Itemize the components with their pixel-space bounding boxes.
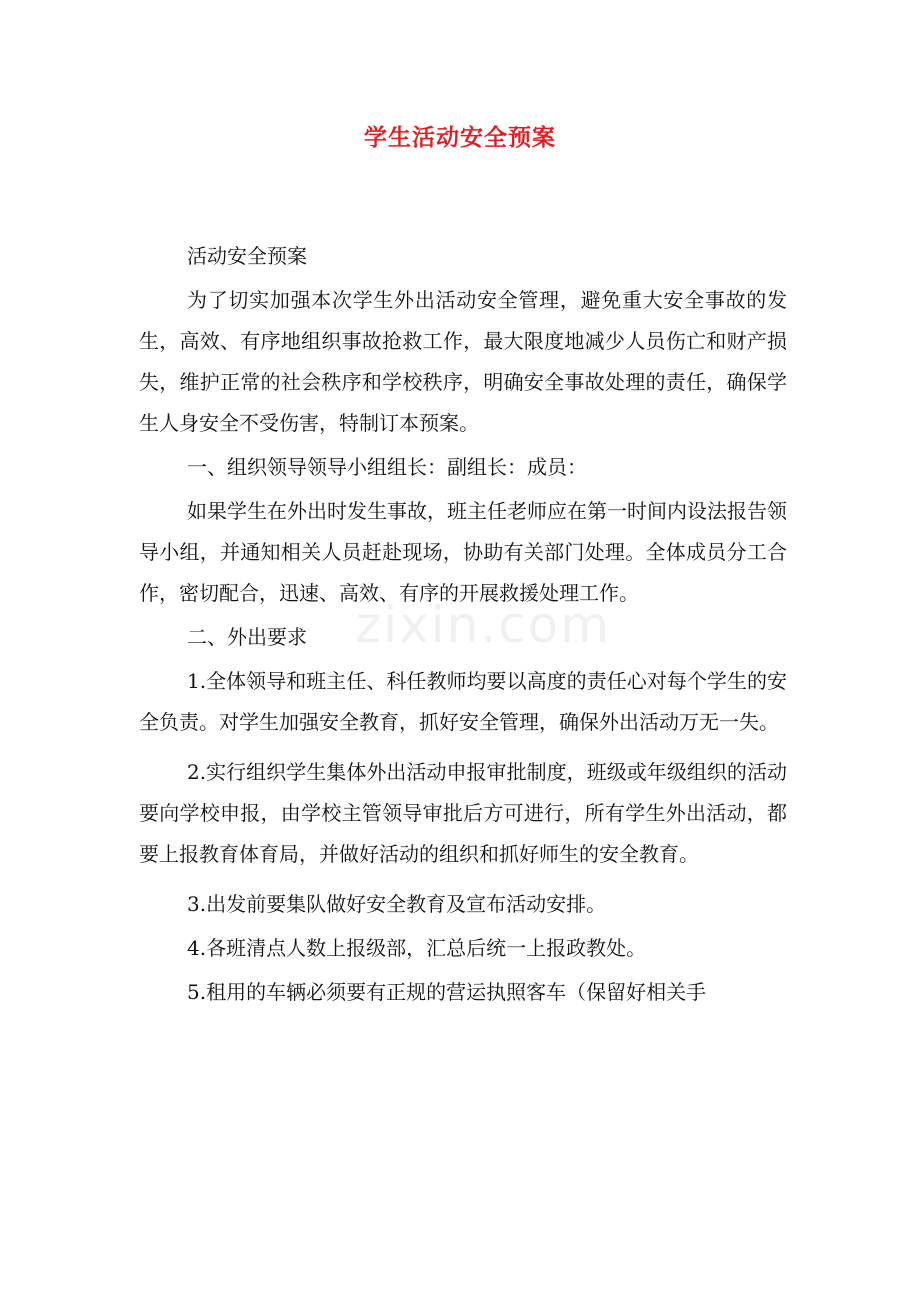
requirement-item-5: 5.租用的车辆必须要有正规的营运执照客车（保留好相关手: [187, 980, 707, 1004]
requirement-item-1: 1.全体领导和班主任、科任教师均要以高度的责任心对每个学生的安全负责。对学生加强安全教育，抓好安全管理，确保外出活动万无一失。: [139, 669, 787, 734]
section-heading-organization: 一、组织领导领导小组组长：副组长：成员：: [187, 455, 587, 479]
requirement-item-3: 3.出发前要集队做好安全教育及宣布活动安排。: [187, 892, 607, 916]
section-heading-requirements: 二、外出要求: [187, 625, 307, 649]
paragraph-purpose: 为了切实加强本次学生外出活动安全管理，避免重大安全事故的发生，高效、有序地组织事故抢救工作，最大限度地减少人员伤亡和财产损失，维护正常的社会秩序和学校秩序，明确安全事故处理的责任，确保学生人身安全不受伤害，特制订本预案。: [139, 288, 787, 435]
paragraph-accident-report: 如果学生在外出时发生事故，班主任老师应在第一时间内设法报告领导小组，并通知相关人员赶赴现场，协助有关部门处理。全体成员分工合作，密切配合，迅速、高效、有序的开展救援处理工作。: [139, 499, 787, 605]
section-heading-plan: 活动安全预案: [187, 244, 307, 268]
document-title: 学生活动安全预案: [364, 124, 556, 151]
watermark: zixin.com: [355, 596, 611, 654]
requirement-item-2: 2.实行组织学生集体外出活动申报审批制度，班级或年级组织的活动要向学校申报，由学校主管领导审批后方可进行，所有学生外出活动，都要上报教育体育局，并做好活动的组织和抓好师生的安全教育。: [139, 760, 787, 866]
document-body: [139, 236, 787, 1013]
requirement-item-4: 4.各班清点人数上报级部，汇总后统一上报政教处。: [187, 936, 647, 960]
